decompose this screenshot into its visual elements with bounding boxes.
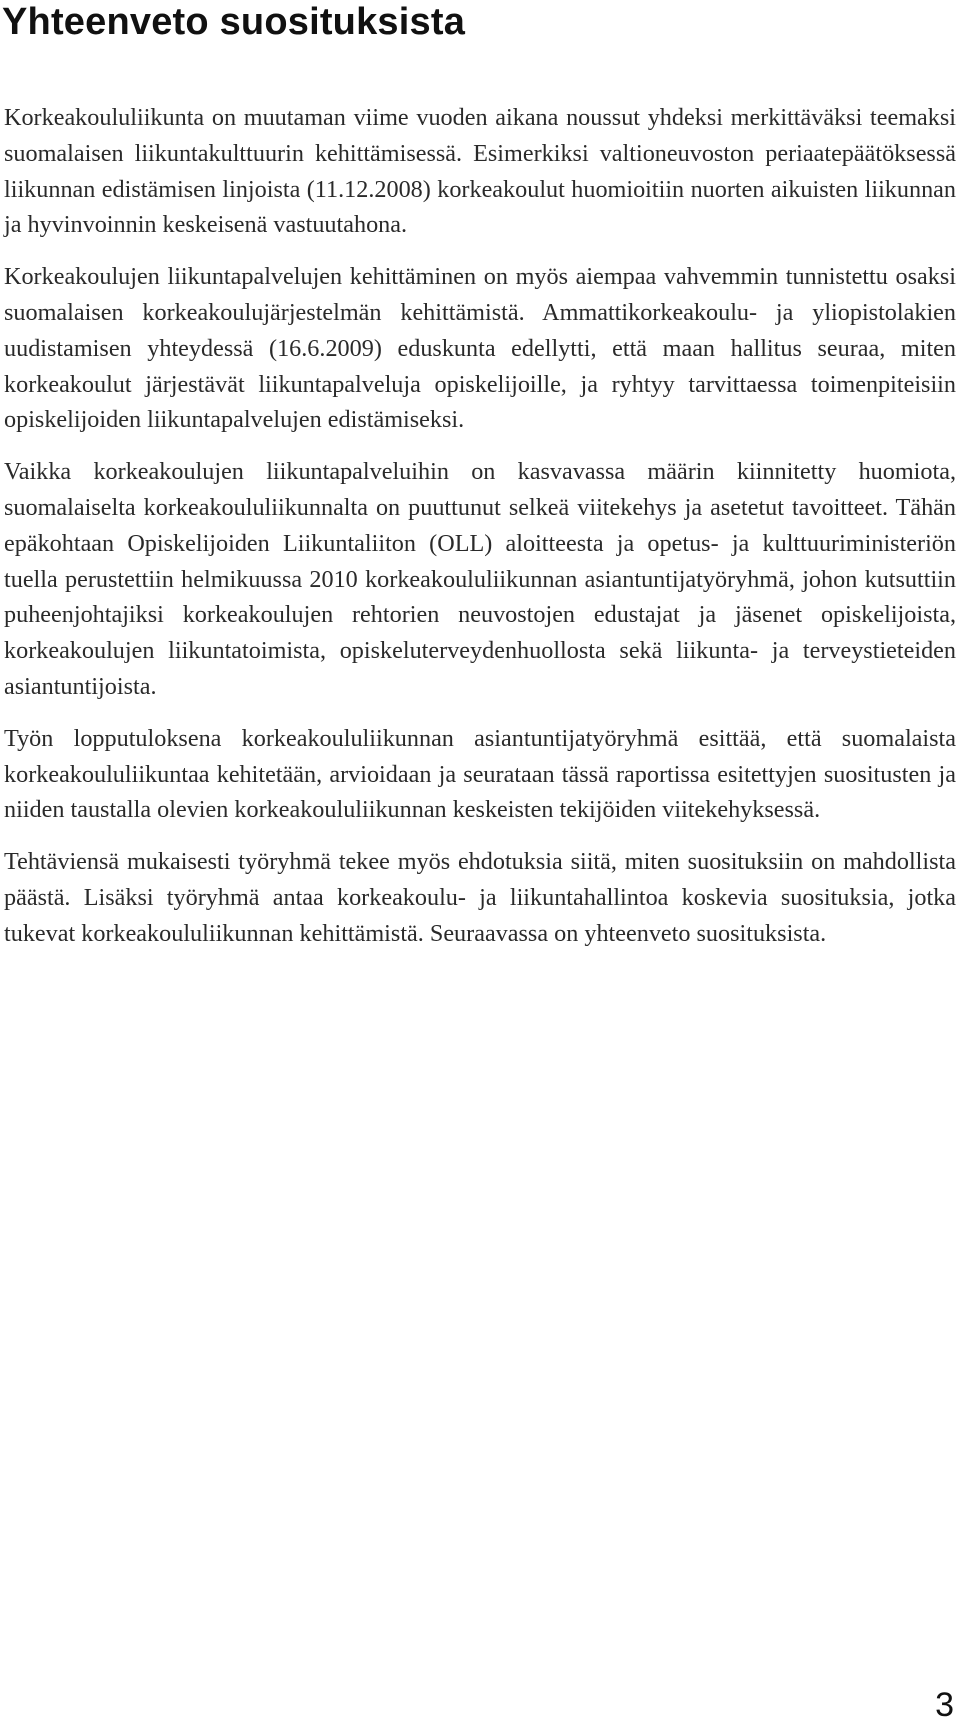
- paragraph-2: Korkeakoulujen liikuntapalvelujen kehittäminen on myös aiempaa vahvemmin tunnistettu osaksi suomalaisen korkeakoulujärjestelmän kehittämistä. Ammattikorkeakoulu- ja yliopistolakien uudistamisen yhteydessä (16.6.2009) eduskunta edellytti, että maan hallitus seuraa, miten korkeakoulut järjestävät liikuntapalveluja opiskelijoille, ja ryhtyy tarvittaessa toimenpiteisiin opiskelijoiden liikuntapalvelujen edistämiseksi.: [4, 263, 956, 434]
- paragraph-4: Työn lopputuloksena korkeakoululiikunnan asiantuntijatyöryhmä esittää, että suomalaista korkeakoululiikuntaa kehitetään, arvioidaan ja seurataan tässä raportissa esitettyjen suositusten ja niiden taustalla olevien korkeakoululiikunnan keskeisten tekijöiden viitekehyksessä.: [4, 724, 956, 824]
- page-title: Yhteenveto suosituksista: [2, 1, 466, 43]
- paragraph-1: Korkeakoululiikunta on muutaman viime vuoden aikana noussut yhdeksi merkittäväksi teemaksi suomalaisen liikuntakulttuurin kehittämisessä. Esimerkiksi valtioneuvoston periaatepäätöksessä liikunnan edistämisen linjoista (11.12.2008) korkeakoulut huomioitiin nuorten aikuisten liikunnan ja hyvinvoinnin keskeisenä vastuutahona.: [4, 104, 956, 239]
- paragraph-5: Tehtäviensä mukaisesti työryhmä tekee myös ehdotuksia siitä, miten suosituksiin on mahdollista päästä. Lisäksi työryhmä antaa korkeakoulu- ja liikuntahallintoa koskevia suosituksia, jotka tukevat korkeakoululiikunnan kehittämistä. Seuraavassa on yhteenveto suosituksista.: [4, 848, 956, 947]
- body-text: [4, 100, 956, 968]
- page-number: 3: [935, 1686, 954, 1724]
- paragraph-3: Vaikka korkeakoulujen liikuntapalveluihin on kasvavassa määrin kiinnitetty huomiota, suomalaiselta korkeakoululiikunnalta on puuttunut selkeä viitekehys ja asetetut tavoitteet. Tähän epäkohtaan Opiskelijoiden Liikuntaliiton (OLL) aloitteesta ja opetus- ja kulttuuriministeriön tuella perustettiin helmikuussa 2010 korkeakoululiikunnan asiantuntijatyöryhmä, johon kutsuttiin puheenjohtajiksi korkeakoulujen rehtorien neuvostojen edustajat ja jäsenet opiskelijoista, korkeakoulujen liikuntatoimista, opiskeluterveydenhuollosta sekä liikunta- ja terveystieteiden asiantuntijoista.: [4, 458, 956, 700]
